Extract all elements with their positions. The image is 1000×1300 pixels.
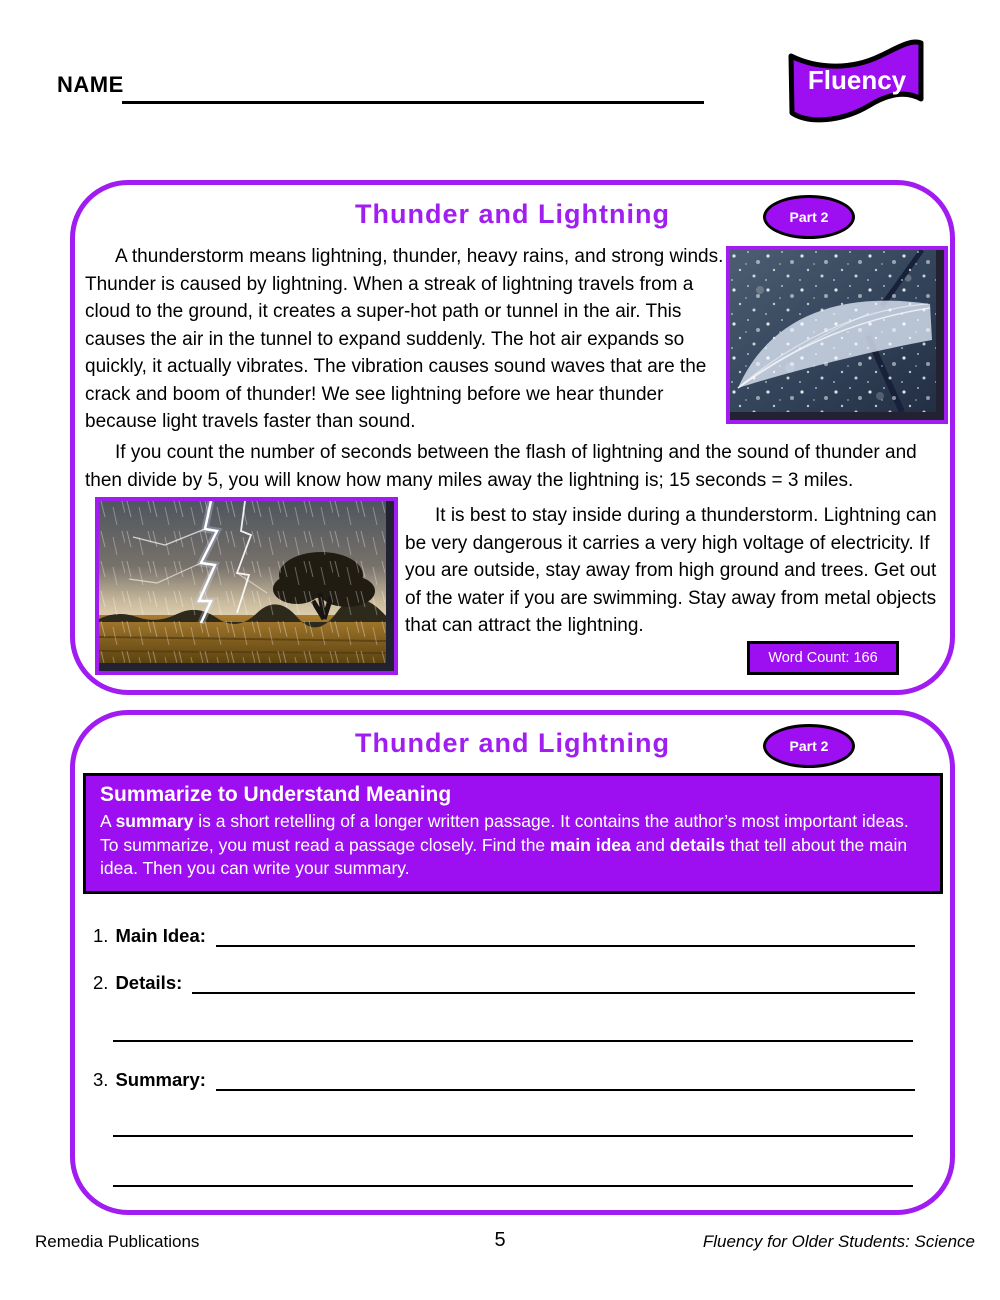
worksheet-title: Thunder and Lightning (355, 728, 670, 758)
question-label: Summary: (115, 1069, 206, 1090)
question-label: Details: (115, 972, 183, 993)
answer-write-line[interactable] (113, 1040, 913, 1042)
summary-bold-term: main idea (550, 834, 631, 855)
answer-write-line[interactable] (113, 1185, 913, 1187)
passage-paragraph-3: It is best to stay inside during a thunderstorm. Lightning can be very dangerous it carries a very high voltage of electricity. If you are outside, stay away from high ground and trees. Get out of the water if you are swimming. Stay away from metal objects that can attract the lightning. (405, 505, 937, 636)
footer-book-title: Fluency for Older Students: Science (702, 1232, 975, 1251)
part-badge: Part 2 (763, 195, 855, 239)
lightning-storm-photo (95, 497, 398, 675)
question-main-idea (93, 923, 915, 947)
summary-text: A (100, 811, 116, 831)
question-summary (93, 1067, 915, 1091)
answer-write-line[interactable] (216, 1067, 915, 1091)
rain-umbrella-photo (726, 246, 948, 424)
answer-write-line[interactable] (113, 1135, 913, 1137)
summary-bold-term: details (669, 834, 726, 855)
word-count-badge: Word Count: 166 (747, 641, 899, 675)
question-details (93, 970, 915, 994)
question-number: 2. (93, 972, 109, 993)
footer-publisher: Remedia Publications (35, 1232, 200, 1251)
summary-text: that tell about the main idea. Then you can write your summary. (100, 834, 908, 878)
passage-card (70, 180, 955, 695)
question-number: 3. (93, 1069, 109, 1090)
question-number: 1. (93, 925, 109, 946)
answer-write-line[interactable] (216, 923, 915, 947)
footer-page-number: 5 (494, 1229, 506, 1251)
summary-box-body (100, 810, 926, 881)
summary-bold-term: summary (115, 811, 194, 831)
question-label: Main Idea: (115, 925, 206, 946)
part-badge: Part 2 (763, 724, 855, 768)
summary-text: and (630, 834, 670, 855)
flag-label-svg: Fluency (807, 65, 907, 95)
passage-title: Thunder and Lightning (355, 199, 670, 229)
summary-box-heading: Summarize to Understand Meaning (100, 783, 452, 806)
summary-text: is a short retelling of a longer written passage. It contains the author’s most important ideas. To summarize, you must read a passage closely. Find the (100, 811, 909, 855)
name-write-line[interactable] (122, 70, 704, 104)
answer-write-line[interactable] (192, 970, 915, 994)
name-label: NAME (57, 72, 124, 97)
fluency-flag-banner (781, 32, 929, 126)
passage-paragraph-1: A thunderstorm means lightning, thunder, heavy rains, and strong winds. Thunder is caused by lightning. When a streak of lightning travels from a cloud to the ground, it creates a super-hot path or tunnel in the air. This causes the air in the tunnel to expand suddenly. The hot air expands so quickly, it actually vibrates. The vibration causes sound waves that are the crack and boom of thunder! We see lightning before we hear thunder because light travels faster than sound. (85, 246, 724, 432)
summary-instruction-box (83, 773, 943, 894)
worksheet-card (70, 710, 955, 1215)
passage-paragraph-2: If you count the number of seconds between the flash of lightning and the sound of thunder and then divide by 5, you will know how many miles away the lightning is; 15 seconds = 3 miles. (85, 442, 917, 491)
